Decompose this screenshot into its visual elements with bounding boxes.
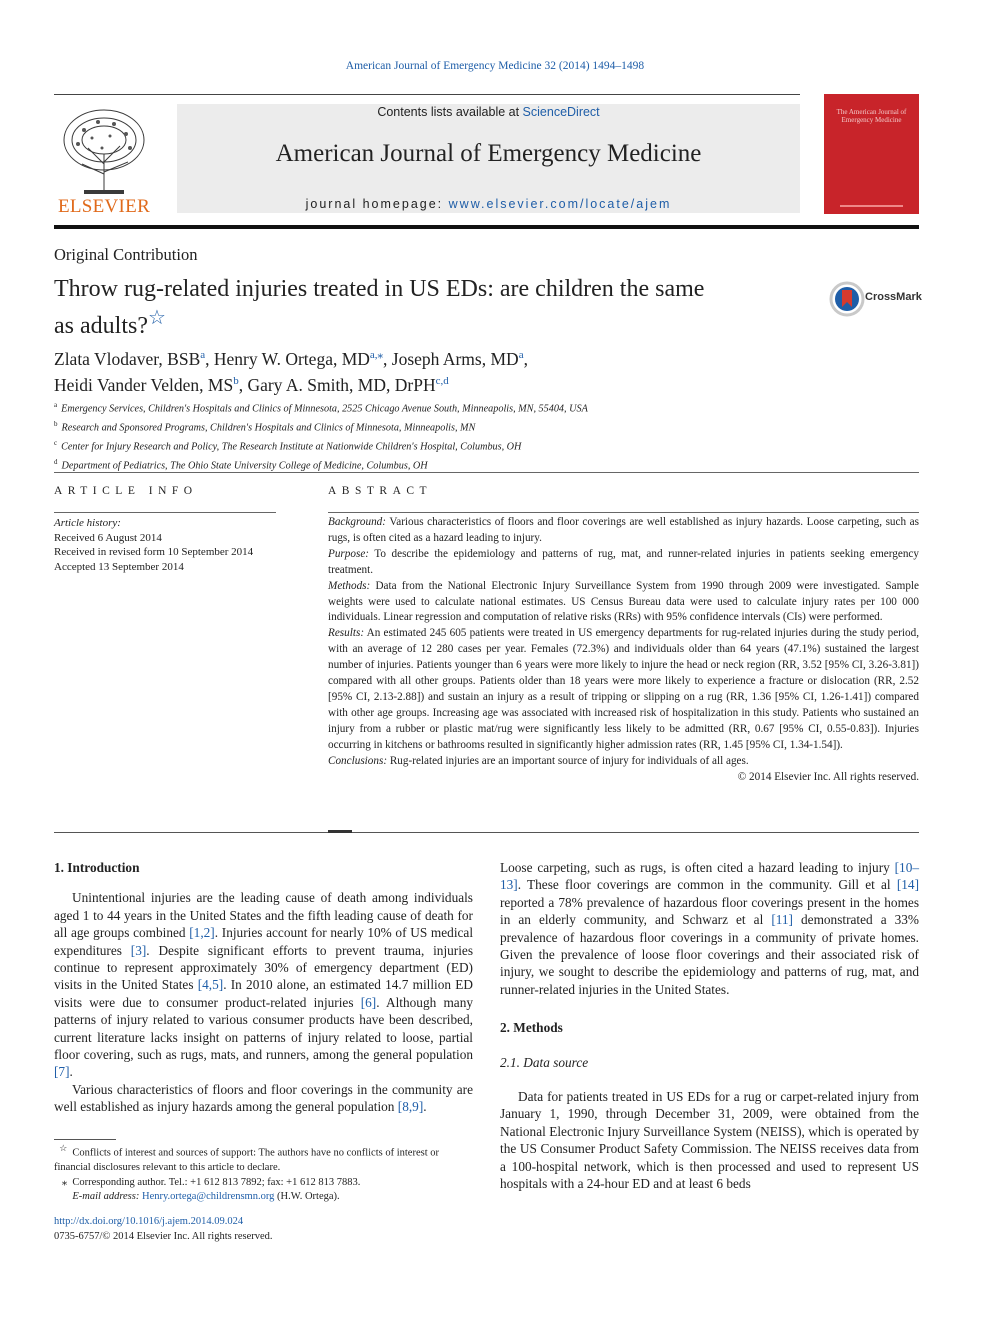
footnote-conflicts <box>54 1141 474 1176</box>
journal-citation[interactable]: American Journal of Emergency Medicine 32 (2014) 1494–1498 <box>345 60 645 72</box>
abstract-label: Methods: <box>328 579 371 592</box>
intro-paragraph-2 <box>54 1081 473 1116</box>
doi-link[interactable]: http://dx.doi.org/10.1016/j.ajem.2014.09.024 <box>54 1216 244 1227</box>
article-info-heading: ARTICLE INFO <box>54 485 198 497</box>
contents-line <box>177 105 800 119</box>
affiliation-text: Department of Pediatrics, The Ohio State University College of Medicine, Columbus, OH <box>61 460 428 472</box>
abstract-label: Background: <box>328 516 386 528</box>
ref-link[interactable]: [10–13] <box>500 860 919 893</box>
methods-paragraph-1: Data for patients treated in US EDs for a rug or carpet-related injury from January 1, 1990, through December 31, 2009, were obtained from the National Electronic Injury Surveillance System (NEISS), which is operated by the US Consumer Product Safety Commission. The NEISS receives data from a 100-hospital network, which is then processed and used to represent US hospitals with a 24-hour ED and at least 6 beds <box>500 1089 919 1192</box>
author-1-affil[interactable]: a <box>200 349 206 361</box>
footnote-star-mark: ☆ <box>59 1143 68 1153</box>
affiliation-c <box>54 436 914 455</box>
affiliation-key: d <box>54 457 58 466</box>
affiliation-b <box>54 417 914 436</box>
ref-link[interactable]: [14] <box>896 877 919 893</box>
author-separator: , <box>238 374 248 395</box>
issn-line: 0735-6757/© 2014 Elsevier Inc. All rights reserved. <box>54 1230 273 1242</box>
abstract-conclusions <box>328 754 919 770</box>
article-section-type: Original Contribution <box>54 245 198 264</box>
publisher-wordmark: ELSEVIER <box>57 196 151 217</box>
body-text: . <box>423 1099 427 1115</box>
journal-cover-text: The American Journal of Emergency Medicine <box>836 108 907 124</box>
body-text: Loose carpeting, such as rugs, is often cited a hazard leading to injury <box>500 860 895 875</box>
history-label: Article history: <box>54 517 121 529</box>
body-text: . In 2010 alone, an estimated 14.7 million ED visits were due to consumer product-related injuries <box>54 977 473 1010</box>
data-source-heading: 2.1. Data source <box>500 1054 589 1070</box>
abstract-text: Various characteristics of floors and floor coverings are well established as injury hazards. Loose carpeting, such as rugs, is often cited as a hazard leading to injury. <box>328 516 919 544</box>
abstract-text: Rug-related injuries are an important source of injury for individuals of all ages. <box>387 754 749 767</box>
affiliation-a <box>54 398 914 417</box>
footnote-corresponding <box>54 1176 474 1191</box>
author-separator: , <box>205 348 214 369</box>
affiliation-key: c <box>54 438 58 447</box>
abstract-label: Results: <box>328 627 365 640</box>
author-3-affil[interactable]: a <box>518 349 524 361</box>
body-text: . Although many patterns of injury related to various consumer products have been described, current literature lacks insight on patterns of injury related to loose, partial floor covering, such as rugs, mats, and runners, among the general population <box>54 994 473 1063</box>
abstract-results <box>328 626 919 753</box>
affiliation-list <box>54 398 914 474</box>
body-right-column <box>500 859 919 1193</box>
abstract-copyright: © 2014 Elsevier Inc. All rights reserved. <box>737 770 919 783</box>
journal-cover-footer <box>840 205 903 207</box>
abstract-bottom-mark <box>328 830 352 833</box>
author-3: Joseph Arms, MD <box>391 348 519 369</box>
homepage-link[interactable]: www.elsevier.com/locate/ajem <box>448 197 672 211</box>
abstract-rule <box>328 512 919 513</box>
ref-link[interactable]: [8,9] <box>397 1099 424 1115</box>
author-1: Zlata Vlodaver, BSB <box>54 348 201 369</box>
article-title <box>54 275 774 341</box>
abstract-heading: ABSTRACT <box>328 485 433 497</box>
email-label: E-mail address: <box>72 1191 142 1202</box>
contents-prefix: Contents lists available at <box>377 105 523 119</box>
ref-link[interactable]: [6] <box>360 994 377 1010</box>
affiliation-text: Center for Injury Research and Policy, The Research Institute at Nationwide Children's Hospital, Columbus, OH <box>61 441 522 453</box>
abstract-purpose <box>328 547 919 579</box>
abstract-bottom-rule <box>54 832 919 833</box>
title-line-1: Throw rug-related injuries treated in US EDs: are children the same <box>54 276 705 302</box>
footnotes <box>54 1141 474 1205</box>
author-2-affil[interactable]: a,⁎ <box>369 349 384 361</box>
history-revised: Received in revised form 10 September 2014 <box>54 546 254 558</box>
author-5: Gary A. Smith, MD, DrPH <box>247 374 436 395</box>
abstract-methods <box>328 579 919 627</box>
ref-link[interactable]: [4,5] <box>197 977 224 993</box>
author-list <box>54 344 754 396</box>
author-separator: , <box>523 348 528 369</box>
footnote-rule <box>54 1139 116 1140</box>
body-text: . Injuries account for nearly 10% of US medical expenditures <box>54 925 474 958</box>
header-rule <box>54 94 800 95</box>
homepage-prefix: journal homepage: <box>305 197 449 211</box>
sciencedirect-link[interactable]: ScienceDirect <box>522 105 600 119</box>
abstract-body <box>328 515 919 785</box>
abstract-label: Conclusions: <box>328 754 388 767</box>
journal-title: American Journal of Emergency Medicine <box>275 140 702 167</box>
history-accepted: Accepted 13 September 2014 <box>54 560 184 573</box>
body-text: demonstrated a 33% prevalence of hazardous floor coverings in a community of private homes. Given the prevalence of loose floor coverings and their associated risk of injury, we sought to describe the epidemiology and patterns of rug, mat, and runner-related injuries in the United States. <box>500 912 920 997</box>
title-line-2: as adults? <box>54 313 148 339</box>
header-thick-rule <box>54 225 919 229</box>
doi-block <box>54 1215 273 1244</box>
ref-link[interactable]: [7] <box>54 1064 70 1080</box>
affiliation-d <box>54 455 914 474</box>
author-separator: , <box>383 348 392 369</box>
crossmark-label[interactable]: CrossMark <box>865 291 922 303</box>
intro-paragraph-1 <box>54 889 473 1080</box>
ref-link[interactable]: [3] <box>130 942 147 958</box>
body-text: reported a 78% prevalence of hazardous floor coverings present in the homes in an elderly community, and Schwarz et al <box>500 894 919 928</box>
body-text: Unintentional injuries are the leading cause of death among individuals aged 1 to 44 years in the United States and the fifth leading cause of death for all age groups combined <box>54 890 473 941</box>
abstract-text: To describe the epidemiology and patterns of rug, mat, and runner-related injuries in patients seeking emergency treatment. <box>328 547 919 576</box>
affiliation-key: b <box>54 419 58 428</box>
author-2: Henry W. Ortega, MD <box>213 348 370 369</box>
footnote-text: Corresponding author. Tel.: +1 612 813 7892; fax: +1 612 813 7883. <box>72 1176 361 1188</box>
intro-heading: 1. Introduction <box>54 860 140 875</box>
footnote-text: (H.W. Ortega). <box>274 1191 340 1202</box>
author-5-affil[interactable]: c,d <box>435 374 449 387</box>
history-received: Received 6 August 2014 <box>54 531 162 544</box>
body-left-column <box>54 859 473 1116</box>
body-text: . <box>69 1064 73 1080</box>
methods-heading: 2. Methods <box>500 1020 563 1036</box>
article-info-rule <box>54 512 276 513</box>
abstract-label: Purpose: <box>328 547 370 560</box>
article-history <box>54 516 276 574</box>
affiliation-text: Research and Sponsored Programs, Children's Hospitals and Clinics of Minnesota, Minneapolis, MN <box>61 422 476 434</box>
abstract-text: An estimated 245 605 patients were treated in US emergency departments for rug-related injuries during the study period, with an average of 12 280 cases per year. Females (72.3%) and individuals older than 64 years (47.1%) sustained the largest number of injuries. Patients younger than 6 years were more likely to injure the head or neck region (RR, 3.52 [95% CI, 3.26-3.81]) compared with all other groups. Patients older than 18 years were more likely to experience a fracture or dislocation (RR, 2.52 [95% CI, 2.13-2.88]) and sustain an injury as a result of tripping or slipping on a rug (RR, 1.36 [95% CI, 1.26-1.41]) compared with other age groups. Increasing age was associated with increased risk of hospitalization in this study. Patients who sustained an injury from a rubber or plastic mat/rug were significantly less likely to be admitted (RR, 0.67 [95% CI, 0.55-0.83]). Injuries occurring in kitchens or bathrooms resulted in significantly higher admission rates (RR, 1.45 [95% CI, 1.34-1.54]). <box>328 627 919 751</box>
ref-link[interactable]: [1,2] <box>189 925 215 941</box>
affiliation-text: Emergency Services, Children's Hospitals and Clinics of Minnesota, 2525 Chicago Avenue South, Minneapolis, MN, 55404, USA <box>61 403 588 415</box>
abstract-background <box>328 515 919 547</box>
ref-link[interactable]: [11] <box>771 912 793 928</box>
footnote-email <box>54 1190 474 1205</box>
body-text: Various characteristics of floors and floor coverings in the community are well established as injury hazards among the general population <box>54 1081 473 1115</box>
journal-homepage <box>177 197 800 211</box>
intro-paragraph-3 <box>500 859 919 998</box>
footnote-text: Conflicts of interest and sources of support: The authors have no conflicts of interest or financial disclosures relevant to this article to declare. <box>54 1147 439 1173</box>
body-text: . These floor coverings are common in the community. Gill et al <box>517 877 897 893</box>
affiliation-rule <box>54 472 919 473</box>
abstract-text: Data from the National Electronic Injury Surveillance System from 1990 through 2009 were investigated. Sample weights were used to calculate national estimates. US Census Bureau data were used to calculate injury rates per 100 000 individuals. Linear regression and computation of relative risks (RRs) with 95% confidence intervals (CIs) were performed. <box>328 579 919 624</box>
author-4: Heidi Vander Velden, MS <box>54 374 234 395</box>
affiliation-key: a <box>54 401 58 409</box>
footnote-corr-mark: ⁎ <box>61 1176 68 1188</box>
email-link[interactable]: Henry.ortega@childrensmn.org <box>141 1191 275 1202</box>
author-4-affil[interactable]: b <box>233 374 239 387</box>
body-text: . Despite significant efforts to prevent trauma, injuries continue to represent approximately 30% of emergency department (ED) visits in the United States <box>54 942 473 993</box>
title-footnote-mark[interactable]: ☆ <box>147 307 166 329</box>
